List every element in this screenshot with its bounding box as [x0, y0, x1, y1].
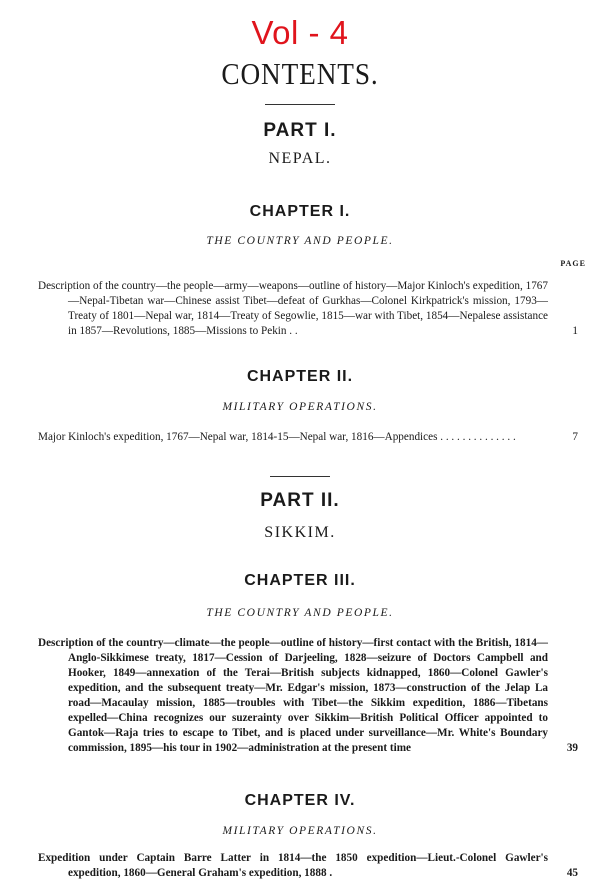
part-region: NEPAL.: [268, 150, 332, 167]
entry-description: Description of the country—the people—army—weapons—outline of history—Major Kinloch's expedition, 1767—Nepal-Tibetan war—Chinese assist Tibet—defeat of Gurkhas—Colonel Kirkpatrick's mission, 1793—Treaty of 1801—Nepal war, 1814—Treaty of Segowlie, 1815—war with Tibet, 1854—Nepalese assistance in 1857—Revolutions, 1885—Missions to Pekin . .: [38, 280, 548, 337]
chapter-entry: [38, 430, 578, 445]
entry-page-number: 45: [566, 867, 578, 879]
chapter-heading: CHAPTER II.: [246, 368, 354, 385]
part-heading: PART I.: [263, 120, 337, 141]
chapter-subtitle: THE COUNTRY AND PEOPLE.: [206, 235, 394, 247]
chapter-entry: [38, 279, 578, 339]
entry-page-number: 7: [572, 431, 578, 443]
entry-page-number: 39: [566, 742, 578, 754]
entry-description: Description of the country—climate—the people—outline of history—first contact with the British, 1814—Anglo-Sikkimese treaty, 1817—Cession of Darjeeling, 1828—seizure of Doctors Campbell and Hooker, 1849—annexation of the Terai—British subjects kidnapped, 1860—Colonel Gawler's expedition, and the subsequent treaty—Mr. Edgar's mission, 1873—construction of the Jelap La road—Macaulay mission, 1885—troubles with Tibet—the Sikkim expedition, 1886—Tibetans expelled—China recognizes our suzerainty over Sikkim—British Political Officer appointed to Gantok—Raja tries to escape to Tibet, and is placed under surveillance—Mr. White's Boundary commission, 1895—his tour in 1902—administration at the present time: [38, 637, 548, 754]
chapter-entry: [38, 636, 578, 756]
entry-page-number: 1: [572, 325, 578, 337]
entry-description: Expedition under Captain Barre Latter in 1814—the 1850 expedition—Lieut.-Colonel Gawler's expedition, 1860—General Graham's expedition, 1888 .: [38, 852, 548, 879]
chapter-heading: CHAPTER III.: [244, 572, 356, 589]
entry-description: Major Kinloch's expedition, 1767—Nepal war, 1814-15—Nepal war, 1816—Appendices . . . . . . . . . . . . . .: [38, 431, 516, 443]
chapter-subtitle: MILITARY OPERATIONS.: [222, 401, 378, 413]
page-title: CONTENTS.: [221, 56, 379, 91]
volume-label: Vol - 4: [251, 14, 349, 51]
chapter-entry: [38, 851, 578, 881]
page-column-header: PAGE: [560, 259, 586, 268]
part-heading: PART II.: [260, 490, 340, 511]
part-region: SIKKIM.: [264, 524, 336, 541]
divider: [265, 104, 335, 105]
chapter-heading: CHAPTER I.: [249, 203, 351, 220]
chapter-heading: CHAPTER IV.: [244, 792, 356, 809]
chapter-subtitle: MILITARY OPERATIONS.: [222, 825, 378, 837]
divider: [270, 476, 330, 477]
chapter-subtitle: THE COUNTRY AND PEOPLE.: [206, 607, 394, 619]
